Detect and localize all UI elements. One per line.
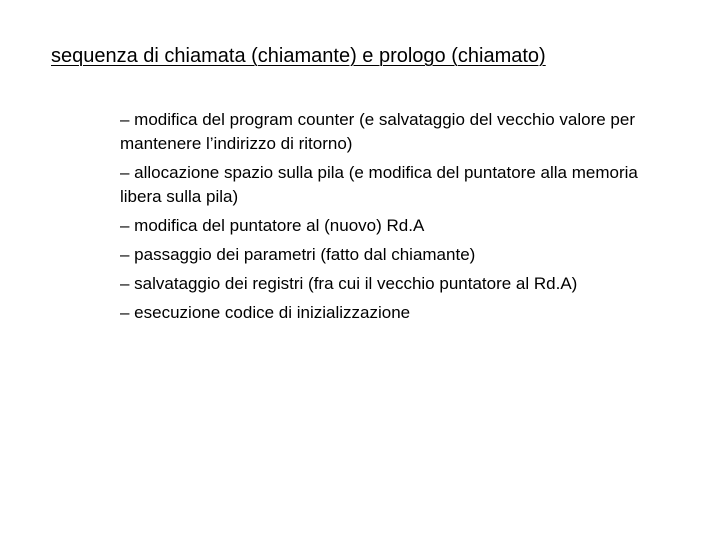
slide-title: sequenza di chiamata (chiamante) e prologo (chiamato) [51, 45, 546, 67]
bullet-list [120, 108, 680, 330]
list-item: – modifica del program counter (e salvataggio del vecchio valore per mantenere l’indirizzo di ritorno) [120, 110, 635, 153]
list-item: – passaggio dei parametri (fatto dal chiamante) [120, 245, 476, 264]
list-item: – esecuzione codice di inizializzazione [120, 303, 411, 322]
list-item: – salvataggio dei registri (fra cui il vecchio puntatore al Rd.A) [120, 274, 578, 293]
list-item: – modifica del puntatore al (nuovo) Rd.A [120, 216, 425, 235]
list-item: – allocazione spazio sulla pila (e modifica del puntatore alla memoria libera sulla pila) [120, 163, 638, 206]
